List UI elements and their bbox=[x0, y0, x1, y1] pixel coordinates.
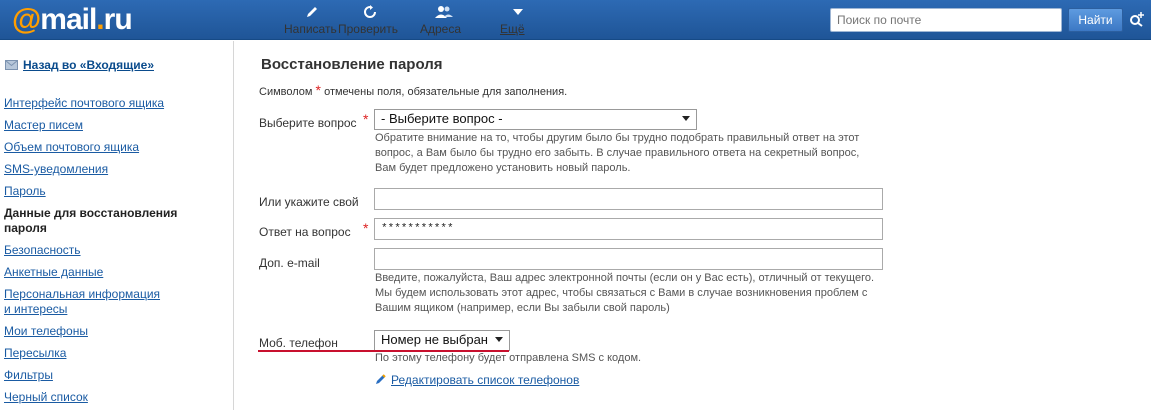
logo-at: @ bbox=[12, 3, 41, 36]
chevron-down-icon bbox=[495, 337, 503, 342]
legend-star: * bbox=[315, 82, 321, 98]
sidebar-item-letter-wizard[interactable]: Мастер писем bbox=[4, 118, 83, 132]
compose-button[interactable] bbox=[284, 5, 340, 37]
page-title: Восстановление пароля bbox=[261, 56, 443, 73]
phone-label: Моб. телефон bbox=[259, 336, 338, 350]
chevron-down-icon bbox=[682, 116, 690, 121]
phone-select[interactable] bbox=[374, 330, 510, 351]
search-input[interactable] bbox=[830, 8, 1062, 32]
question-label: Выберите вопрос bbox=[259, 116, 357, 130]
settings-sidebar bbox=[0, 41, 234, 410]
more-label: Ещё bbox=[500, 22, 525, 36]
question-required-star: * bbox=[363, 111, 369, 127]
logo-dot: . bbox=[96, 3, 104, 36]
answer-required-star: * bbox=[363, 220, 369, 236]
compose-label: Написать bbox=[284, 22, 337, 36]
refresh-icon bbox=[338, 5, 402, 19]
question-hint: Обратите внимание на то, чтобы другим было бы трудно подобрать правильный ответ на этот вопрос, а Вам было бы трудно его забыть. В случае правильного ответа на секретный вопрос, Вам будет предложено установить новый пароль. bbox=[375, 132, 860, 174]
answer-input[interactable] bbox=[374, 218, 883, 240]
advanced-search-icon[interactable] bbox=[1129, 11, 1145, 27]
question-select-value: - Выберите вопрос - bbox=[381, 111, 503, 126]
back-to-inbox-link[interactable] bbox=[5, 58, 154, 72]
recovery-form bbox=[258, 41, 1151, 410]
sidebar-item-profile[interactable]: Анкетные данные bbox=[4, 265, 104, 279]
phone-select-value: Номер не выбран bbox=[381, 332, 488, 347]
contacts-icon bbox=[420, 5, 468, 19]
legend-before: Символом bbox=[259, 86, 313, 98]
pencil-icon bbox=[375, 373, 387, 385]
answer-label: Ответ на вопрос bbox=[259, 225, 351, 239]
contacts-label: Адреса bbox=[420, 22, 462, 36]
sidebar-item-sms[interactable]: SMS-уведомления bbox=[4, 162, 109, 176]
red-underline-mark bbox=[258, 350, 509, 352]
sidebar-item-forwarding[interactable]: Пересылка bbox=[4, 346, 67, 360]
logo-name: mail bbox=[40, 3, 97, 36]
custom-question-label: Или укажите свой bbox=[259, 195, 359, 209]
check-mail-button[interactable] bbox=[338, 5, 402, 37]
email-hint: Введите, пожалуйста, Ваш адрес электронной почты (если он у Вас есть), отличный от текущего. Мы будем использовать этот адрес, чтобы связаться с Вами в случае возникновения проблем с Вашим ящиком (например, если Вы забыли свой пароль) bbox=[375, 272, 875, 314]
envelope-icon bbox=[5, 59, 18, 69]
more-button[interactable] bbox=[500, 5, 536, 37]
email-label: Доп. e-mail bbox=[259, 256, 320, 270]
sidebar-item-my-phones[interactable]: Мои телефоны bbox=[4, 324, 88, 338]
pencil-icon bbox=[284, 5, 340, 19]
sidebar-item-recovery-data[interactable]: Данные для восстановления пароля bbox=[4, 206, 178, 235]
phone-hint: По этому телефону будет отправлена SMS с кодом. bbox=[375, 352, 642, 364]
custom-question-input[interactable] bbox=[374, 188, 883, 210]
edit-phones-link[interactable] bbox=[375, 373, 579, 387]
sidebar-item-security[interactable]: Безопасность bbox=[4, 243, 81, 257]
chevron-down-icon bbox=[500, 5, 536, 19]
sidebar-item-mailbox-size[interactable]: Объем почтового ящика bbox=[4, 140, 140, 154]
check-mail-label: Проверить bbox=[338, 22, 399, 36]
legend-after: отмечены поля, обязательные для заполнения. bbox=[324, 86, 568, 98]
backup-email-input[interactable] bbox=[374, 248, 883, 270]
sidebar-item-interface[interactable]: Интерфейс почтового ящика bbox=[4, 96, 165, 110]
edit-phones-label: Редактировать список телефонов bbox=[391, 373, 580, 387]
sidebar-item-password[interactable]: Пароль bbox=[4, 184, 46, 198]
back-to-inbox-label: Назад во «Входящие» bbox=[23, 58, 154, 72]
logo-suffix: ru bbox=[103, 3, 132, 36]
sidebar-item-blacklist[interactable]: Черный список bbox=[4, 390, 88, 404]
required-legend bbox=[259, 82, 567, 98]
top-bar bbox=[0, 0, 1151, 40]
search-button[interactable]: Найти bbox=[1068, 8, 1123, 32]
mailru-logo[interactable] bbox=[12, 3, 132, 37]
sidebar-item-filters[interactable]: Фильтры bbox=[4, 368, 53, 382]
question-select[interactable] bbox=[374, 109, 697, 130]
sidebar-item-personal-info[interactable]: Персональная информация и интересы bbox=[4, 287, 161, 316]
contacts-button[interactable] bbox=[420, 5, 468, 37]
